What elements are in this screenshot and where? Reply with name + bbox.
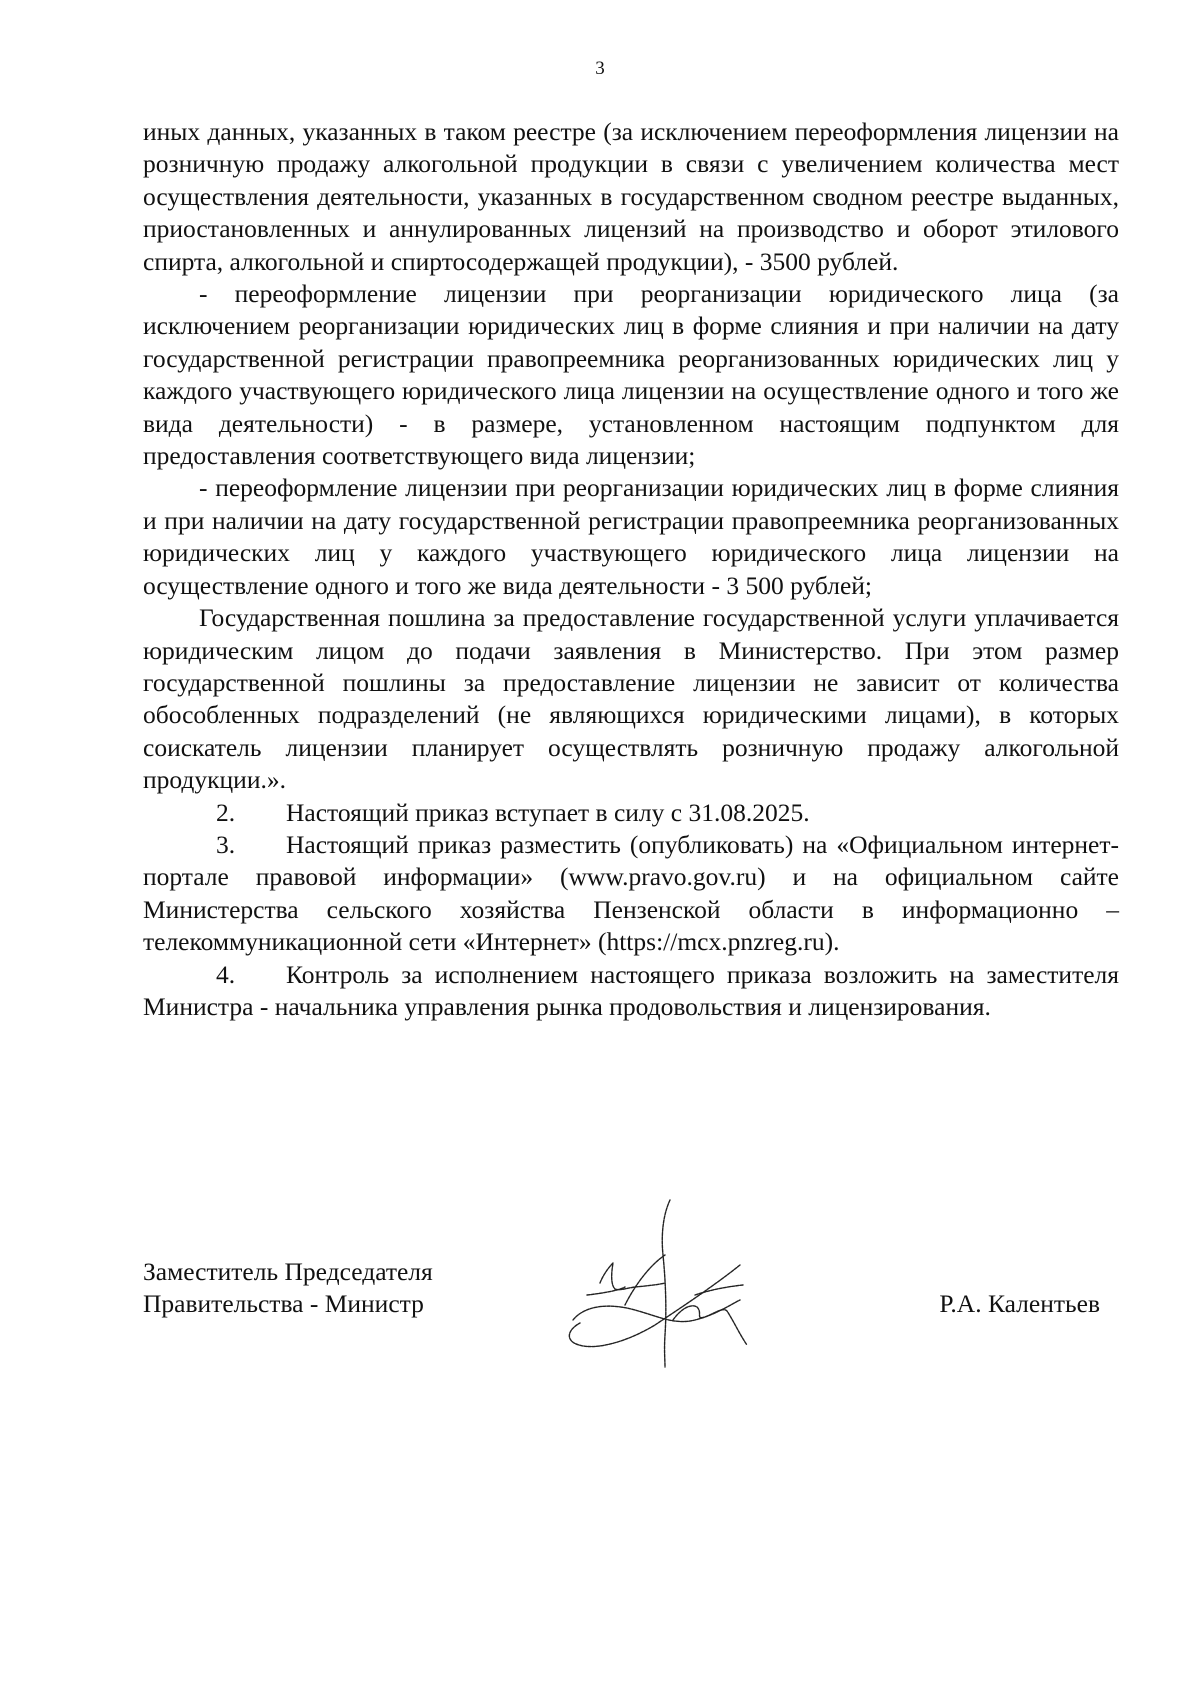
paragraph-reorganization: - переоформление лицензии при реорганизации юридического лица (за исключением реорганизации юридических лиц в форме слияния и при наличии на дату государственной регистрации правопреемника реорганизованных юридических лиц у каждого участвующего юридического лица лицензии на осуществление одного и того же вида деятельности) - в размере, установленном настоящим подпунктом для предоставления соответствующего вида лицензии; xyxy=(143,279,1119,471)
handwritten-signature xyxy=(565,1195,810,1370)
numbered-item-3 xyxy=(143,829,1119,959)
item-number: 2. xyxy=(216,797,236,827)
page-number: 3 xyxy=(595,58,605,79)
paragraph-merger: - переоформление лицензии при реорганизации юридических лиц в форме слияния и при наличии на дату государственной регистрации правопреемника реорганизованных юридических лиц у каждого участвующего юридического лица лицензии на осуществление одного и того же вида деятельности - 3 500 рублей; xyxy=(143,473,1119,600)
numbered-item-2 xyxy=(143,797,1119,829)
paragraph-state-fee: Государственная пошлина за предоставление государственной услуги уплачивается юридическим лицом до подачи заявления в Министерство. При этом размер государственной пошлины за предоставление лицензии не зависит от количества обособленных подразделений (не являющихся юридическими лицами), в которых соискатель лицензии планирует осуществлять розничную продажу алкогольной продукции.». xyxy=(143,603,1119,795)
signatory-title xyxy=(143,1256,433,1321)
item-text: Настоящий приказ вступает в силу с 31.08.2025. xyxy=(286,797,810,827)
document-body xyxy=(143,116,1119,1023)
signatory-title-line-2: Правительства - Министр xyxy=(143,1289,424,1319)
item-text: Настоящий приказ разместить (опубликовать) на «Официальном интернет-портале правовой информации» (www.pravo.gov.ru) и на официальном сайте Министерства сельского хозяйства Пензенской области в информационно – телекоммуникационной сети «Интернет» (https://mcx.pnzreg.ru). xyxy=(143,829,1119,957)
paragraph-continuation: иных данных, указанных в таком реестре (за исключением переоформления лицензии на розничную продажу алкогольной продукции в связи с увеличением количества мест осуществления деятельности, указанных в государственном сводном реестре выданных, приостановленных и аннулированных лицензий на производство и оборот этилового спирта, алкогольной и спиртосодержащей продукции), - 3500 рублей. xyxy=(143,117,1119,276)
item-number: 4. xyxy=(216,959,236,989)
item-text: Контроль за исполнением настоящего приказа возложить на заместителя Министра - начальника управления рынка продовольствия и лицензирования. xyxy=(143,959,1119,1021)
numbered-item-4 xyxy=(143,959,1119,1024)
signer-name: Р.А. Калентьев xyxy=(939,1289,1100,1318)
signatory-title-line-1: Заместитель Председателя xyxy=(143,1257,433,1286)
item-number: 3. xyxy=(216,829,236,859)
